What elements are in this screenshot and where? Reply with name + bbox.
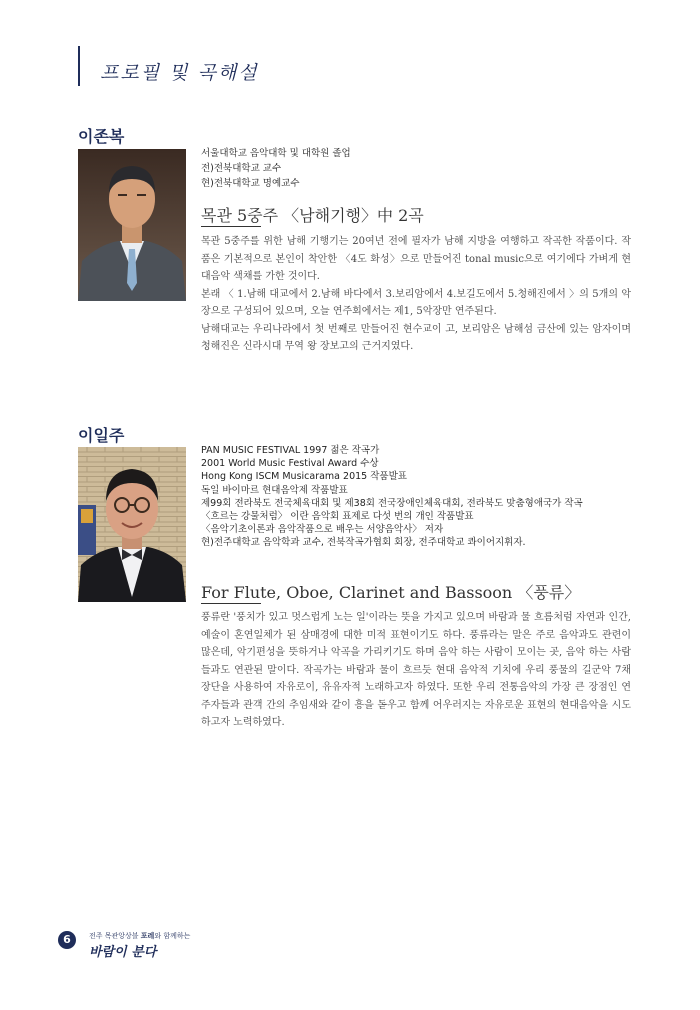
cv-item: 〈흐르는 강물처럼〉 이란 음악회 표제로 다섯 번의 개인 작품발표 [201,511,474,523]
cv-item: 현)전북대학교 명예교수 [201,178,300,189]
footer-subtitle [89,931,190,941]
description-paragraph: 본래 〈 1.남해 대교에서 2.남해 바다에서 3.보리암에서 4.보길도에서 5.청해진에서 〉의 5개의 악장으로 구성되어 있으며, 오늘 연주회에서는 제1, 5악장만 연주된다. [201,288,631,317]
description-paragraph: 목관 5중주를 위한 남해 기행기는 20여년 전에 필자가 남해 지방을 여행하고 작곡한 작품이다. 작품은 기본적으로 본인이 착안한 〈4도 화성〉으로 만들어진 tonal music으로 여기에다 가벼게 현대음악 색채를 가한 것이다. [201,236,631,282]
footer-brand: 바람이 분다 [89,945,157,960]
composer-photo [78,447,186,602]
footer-subtitle-highlight: 포레 [140,932,155,940]
page-number: 6 [58,931,76,949]
cv-item: 독일 바이마르 현대음악제 작품발표 [201,484,348,496]
work-description [201,233,631,356]
description-paragraph: 남해대교는 우리나라에서 첫 번째로 만들어진 현수교이 고, 보리암은 남해섬 금산에 있는 암자이며 청해진은 신라시대 무역 왕 장보고의 근거지였다. [201,323,631,352]
composer-cv [201,444,583,550]
cv-item: 〈음악기초이론과 음악작품으로 배우는 서양음악사〉 저자 [201,524,444,536]
cv-item: 제99회 전라북도 전국체육대회 및 제38회 전국장애인체육대회, 전라북도 맞춤형애국가 작곡 [201,497,583,509]
page-title: 프로필 및 곡해설 [100,62,259,84]
cv-item: Hong Kong ISCM Musicarama 2015 작품발표 [201,471,407,483]
cv-item: 전)전북대학교 교수 [201,163,282,174]
title-underline [201,603,261,604]
composer-cv [201,146,351,191]
composer-photo [78,149,186,301]
footer-subtitle-pre: 전주 목관앙상블 [89,932,139,940]
footer-subtitle-post: 와 함께하는 [154,932,191,940]
description-paragraph: 풍류란 '풍치가 있고 멋스럽게 노는 일'이라는 뜻을 가지고 있으며 바람과 물 흐름처럼 자연과 인간, 예술이 혼연일체가 된 삼매경에 대한 미적 표현이기도 하다. 풍류라는 말은 주로 음악과도 관련이 많은데, 악기편성을 뜻하거나 악곡을 가리키기도 하며 음악 하는 사람이 모이는 곳, 음악 하는 사람들과도 연관된 말이다. 작곡가는 바람과 물이 흐르듯 현대 음악적 기치에 우리 풍물의 길군악 7채 장단을 사용하여 자유로이, 유유자적 노래하고자 하였다. 또한 우리 전통음악의 가장 큰 장점인 연주자들과 관객 간의 추임새와 같이 흥을 돋우고 함께 어우러지는 자유로운 표현의 현대음악을 시도하고자 노력하였다. [201,612,631,728]
page-header [78,46,259,86]
cv-item: 2001 World Music Festival Award 수상 [201,458,379,470]
composer-name: 이일주 [78,426,125,445]
cv-item: PAN MUSIC FESTIVAL 1997 젊은 작곡가 [201,445,380,456]
work-title: For Flute, Oboe, Clarinet and Bassoon 〈풍류〉 [201,583,581,602]
work-title: 목관 5중주 〈남해기행〉中 2곡 [201,206,424,225]
composer-name: 이존복 [78,127,125,146]
cv-item: 서울대학교 음악대학 및 대학원 졸업 [201,148,351,159]
work-description [201,609,631,732]
cv-item: 현)전주대학교 음악학과 교수, 전북작곡가협회 회장, 전주대학교 콰이어지휘자. [201,537,526,549]
title-underline [201,226,261,227]
